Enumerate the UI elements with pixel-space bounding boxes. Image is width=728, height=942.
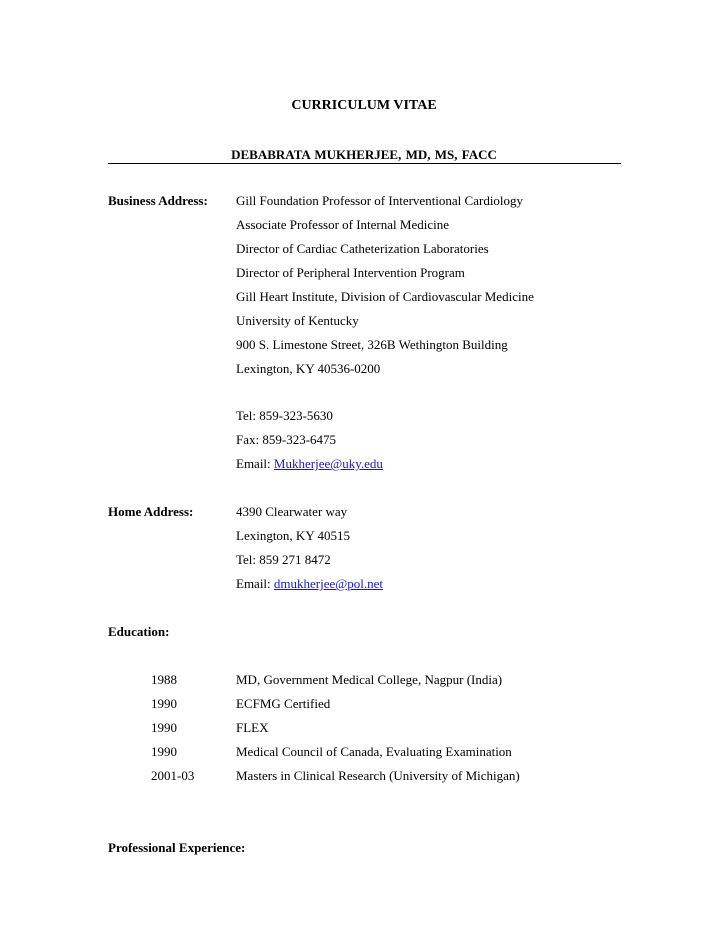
education-year: 1990 [151, 744, 177, 759]
education-year: 1990 [151, 696, 177, 711]
education-year: 1990 [151, 720, 177, 735]
author-name: DEBABRATA MUKHERJEE, MD, MS, FACC [231, 147, 497, 162]
business-address-line: Gill Heart Institute, Division of Cardiovascular Medicine [236, 289, 534, 304]
education-label: Education: [108, 624, 170, 639]
education-year: 1988 [151, 672, 177, 687]
business-address-line: University of Kentucky [236, 313, 359, 328]
business-tel: Tel: 859-323-5630 [236, 408, 333, 423]
business-address-line: Lexington, KY 40536-0200 [236, 361, 381, 376]
education-entry: MD, Government Medical College, Nagpur (India) [236, 672, 503, 687]
education-entry: FLEX [236, 720, 269, 735]
home-address-line: Lexington, KY 40515 [236, 528, 350, 543]
home-email-prefix: Email: [236, 576, 274, 591]
header-divider [108, 163, 621, 164]
business-address-line: Gill Foundation Professor of Interventional Cardiology [236, 193, 524, 208]
business-email-row [236, 456, 383, 472]
business-address-line: Associate Professor of Internal Medicine [236, 217, 449, 232]
document-title: CURRICULUM VITAE [291, 98, 437, 113]
home-address-label: Home Address: [108, 504, 194, 519]
education-entry: ECFMG Certified [236, 696, 331, 711]
business-address-line: Director of Peripheral Intervention Program [236, 265, 465, 280]
business-email-prefix: Email: [236, 456, 274, 471]
business-email-link[interactable]: Mukherjee@uky.edu [273, 456, 383, 471]
education-year: 2001-03 [151, 768, 195, 783]
professional-experience-label: Professional Experience: [108, 840, 246, 855]
business-address-line: 900 S. Limestone Street, 326B Wethington Building [236, 337, 508, 352]
business-fax: Fax: 859-323-6475 [236, 432, 337, 447]
education-entry: Masters in Clinical Research (University of Michigan) [236, 768, 520, 783]
home-tel: Tel: 859 271 8472 [236, 552, 331, 567]
home-email-link[interactable]: dmukherjee@pol.net [273, 576, 383, 591]
business-address-line: Director of Cardiac Catheterization Laboratories [236, 241, 489, 256]
home-email-row [236, 576, 383, 592]
business-address-label: Business Address: [108, 193, 208, 208]
home-address-line: 4390 Clearwater way [236, 504, 348, 519]
education-entry: Medical Council of Canada, Evaluating Examination [236, 744, 512, 759]
